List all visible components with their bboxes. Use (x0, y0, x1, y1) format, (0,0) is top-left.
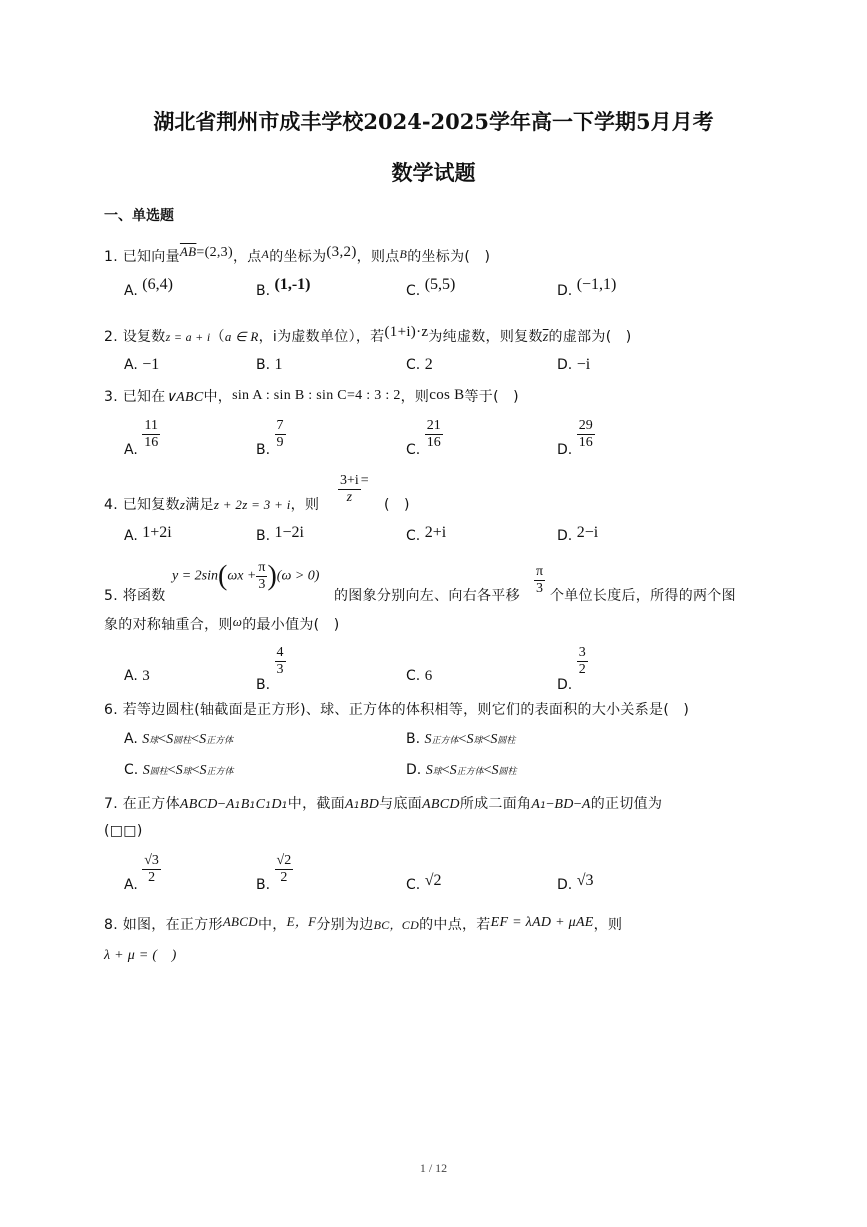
q5-text1: 5. 将函数 (104, 588, 166, 604)
q5-expr-a: y = 2sin (172, 568, 218, 584)
numerator: 21 (426, 418, 441, 433)
q4-option-b[interactable] (256, 524, 304, 545)
q7-base: ABCD (422, 797, 460, 812)
q7-section: BD (359, 797, 380, 812)
numerator: 29 (578, 418, 593, 433)
q1-mid2: 的坐标为 (269, 249, 327, 265)
q8-text2: 中， (257, 917, 287, 933)
question-2 (104, 326, 632, 346)
fraction (275, 418, 286, 451)
fraction (577, 418, 595, 451)
q7-text4: 所成二面角 (459, 796, 532, 812)
option-label: B. (256, 283, 271, 299)
q7-text3: 与底面 (379, 796, 423, 812)
option-value: 1 (274, 356, 283, 373)
q1-option-a[interactable] (124, 276, 173, 300)
q4-fraction (338, 473, 369, 506)
option-label: A. (124, 357, 138, 373)
subscript: 圆柱 (497, 736, 516, 746)
q1-tail: ，则点 (356, 249, 400, 265)
q1-coord: (3,2) (326, 244, 357, 260)
q7-angle: BD (554, 797, 574, 812)
q7-option-c[interactable] (406, 872, 442, 894)
q1-end: 的坐标为( ) (407, 249, 491, 265)
q3-text3: ，则 (400, 389, 430, 405)
q1-lead: 1. 已知向量 (104, 249, 180, 265)
q8-ef: E，F (286, 914, 317, 929)
q2-text3: ，i为虚数单位），若 (258, 329, 385, 345)
q8-square: ABCD (222, 914, 258, 929)
q6-option-d[interactable]: D. S球<S正方体<S圆柱 (406, 762, 517, 778)
q8-line2 (104, 944, 177, 964)
fraction (142, 418, 160, 451)
fraction (275, 645, 286, 678)
q3-text4: 等于( ) (464, 389, 519, 405)
q2-expr2: (1+i)·z (384, 324, 429, 340)
q5-text3: 个单位长度后，所得的两个图 (550, 588, 736, 604)
fraction (338, 473, 361, 506)
q2-option-d[interactable] (557, 356, 590, 374)
q3-text2: 中， (203, 389, 233, 405)
option-value: (5,5) (424, 276, 456, 293)
denominator: 16 (578, 435, 593, 450)
fraction (256, 560, 267, 593)
page-title: 湖北省荆州市成丰学校2024-2025学年高一下学期5月月考 (153, 109, 714, 134)
page-number: 1 / 12 (419, 1161, 448, 1175)
option-label: A. (124, 441, 138, 458)
q3-cos: cos B (429, 387, 465, 403)
q7-cube: ABCD (179, 797, 218, 812)
option-value: 1+2i (142, 524, 172, 541)
q2-text4: 为纯虚数，则复数 (428, 329, 543, 345)
question-1 (104, 246, 490, 266)
option-value: 6 (424, 668, 433, 684)
q7-line2: (□□) (104, 823, 143, 839)
option-label: D. (557, 877, 573, 893)
q8-sides: BC，CD (373, 918, 420, 932)
option-value: √3 (576, 872, 594, 889)
option-value: (6,4) (142, 276, 173, 293)
q6-option-b[interactable]: B. S正方体<S球<S圆柱 (406, 731, 516, 747)
denominator: 2 (280, 870, 288, 885)
q8-text3: 分别为边 (316, 917, 374, 933)
section-heading: 一、单选题 (104, 208, 174, 224)
q4-feq: = (360, 473, 369, 488)
q1-option-d[interactable] (557, 276, 617, 300)
denominator: 2 (148, 870, 156, 885)
subscript: 圆柱 (498, 767, 517, 777)
q4-text4: ( ) (384, 497, 410, 513)
denominator: 3 (536, 581, 544, 596)
q7-option-a[interactable] (124, 853, 161, 893)
subscript: 圆柱 (149, 767, 168, 777)
q5-option-d[interactable] (557, 645, 588, 693)
q5-text2: 的图象分别向左、向右各平移 (334, 588, 520, 604)
q5-option-a[interactable] (124, 668, 150, 685)
option-value: −i (576, 356, 591, 373)
numerator: 11 (144, 418, 158, 433)
numerator: 4 (276, 645, 284, 660)
left-paren: ( (218, 560, 228, 592)
q3-triangle: ∨ABC (165, 390, 204, 405)
option-label: B. (256, 357, 271, 373)
q5-line2 (104, 614, 340, 634)
q1-vector: $\overline{AB}$ (179, 244, 197, 259)
option-value: (1,-1) (274, 276, 311, 293)
q4-option-d[interactable] (557, 524, 599, 545)
q3-option-d[interactable] (557, 418, 595, 458)
option-label: C. (124, 762, 139, 778)
option-value: √2 (424, 872, 442, 889)
q8-text4: 的中点，若 (419, 917, 491, 933)
option-label: C. (406, 877, 421, 893)
denominator: 3 (276, 662, 284, 677)
q5-omega: ω (232, 614, 243, 629)
fraction (275, 853, 294, 886)
q4-text2: 满足 (185, 497, 214, 513)
q2-condition: a ∈ R (224, 329, 259, 344)
q6-option-a[interactable]: A. S球<S圆柱<S正方体 (124, 731, 234, 747)
option-label: B. (256, 528, 271, 544)
q5-shift (534, 564, 545, 597)
subscript: 正方体 (431, 736, 459, 746)
q4-text1: 4. 已知复数 (104, 497, 180, 513)
denominator: 9 (276, 435, 284, 450)
option-label: D. (557, 676, 573, 693)
option-label: D. (557, 528, 573, 544)
right-paren: ) (267, 560, 277, 592)
subscript: 球 (149, 736, 159, 746)
numerator: √3 (144, 853, 159, 868)
question-3 (104, 386, 519, 406)
q5-line2b: 的最小值为( ) (242, 617, 340, 633)
option-value: 2−i (576, 524, 599, 541)
q5-option-c[interactable] (406, 668, 432, 685)
numerator: 3 (578, 645, 586, 660)
page-subtitle: 数学试题 (391, 160, 476, 185)
q1-mid: ，点 (232, 249, 262, 265)
option-label: B. (256, 676, 271, 693)
fraction (577, 645, 588, 678)
q7-text2: 中，截面 (287, 796, 345, 812)
option-label: B. (256, 441, 271, 458)
option-value: (−1,1) (576, 276, 617, 293)
fraction (425, 418, 443, 451)
q5-option-b[interactable] (256, 645, 286, 693)
q8-line2-text: λ + μ = ( ) (104, 948, 177, 963)
option-label: A. (124, 876, 138, 893)
q8-expr: EF = λAD + μAE (490, 915, 594, 930)
q8-text1: 8. 如图，在正方形 (104, 917, 223, 933)
q5-expr-c: (ω > 0) (276, 568, 320, 584)
subscript: 正方体 (206, 767, 234, 777)
question-4 (104, 494, 319, 514)
q4-expr: z + 2z = 3 + i (213, 497, 291, 512)
q3-text1: 3. 已知在 (104, 389, 166, 405)
subscript: 球 (473, 736, 483, 746)
option-value: 1−2i (274, 524, 304, 541)
numerator: π (536, 564, 544, 579)
q1-eq: =(2,3) (196, 245, 233, 260)
fraction (534, 564, 545, 597)
option-value: 2+i (424, 524, 447, 541)
option-label: C. (406, 528, 421, 544)
option-value: −1 (142, 356, 160, 373)
q2-zbar: $\overline{z}$ (542, 330, 549, 345)
option-label: D. (557, 283, 573, 299)
subscript: 球 (182, 767, 192, 777)
question-6: 6. 若等边圆柱(轴截面是正方形)、球、正方体的体积相等，则它们的表面积的大小关系是( ) (104, 702, 690, 718)
subscript: 球 (432, 767, 442, 777)
q2-expr: z = a + i (165, 330, 211, 344)
denominator: 3 (258, 577, 266, 592)
option-label: B. (256, 876, 271, 893)
q5-expr-b: ωx + (227, 568, 257, 584)
subscript: 正方体 (456, 767, 484, 777)
option-label: C. (406, 441, 421, 458)
denominator: z (346, 490, 353, 505)
q3-option-c[interactable] (406, 418, 443, 458)
option-label: D. (557, 357, 573, 373)
option-label: B. (406, 731, 421, 747)
option-value: 3 (142, 668, 150, 684)
q2-option-b[interactable] (256, 356, 283, 374)
fraction (142, 853, 161, 886)
denominator: 2 (578, 662, 586, 677)
q7-text5: 的正切值为 (590, 796, 663, 812)
q6-option-c[interactable]: C. S圆柱<S球<S正方体 (124, 762, 234, 778)
q2-text1: 2. 设复数 (104, 329, 166, 345)
q3-option-b[interactable] (256, 418, 286, 458)
option-label: C. (406, 357, 421, 373)
option-label: A. (124, 731, 138, 747)
q7-option-d[interactable] (557, 872, 594, 894)
q4-z: z (179, 497, 186, 512)
q1-option-c[interactable] (406, 276, 456, 300)
q2-text2: （ (210, 329, 225, 345)
q7-text1: 7. 在正方体 (104, 796, 180, 812)
question-8 (104, 914, 622, 934)
q1-option-b[interactable] (256, 276, 311, 300)
q1-point-a: A (261, 247, 270, 261)
option-label: C. (406, 668, 421, 684)
q1-point-b: B (399, 247, 408, 261)
denominator: 16 (426, 435, 441, 450)
question-7: 7. 在正方体ABCD−A1B1C1D1中，截面A1BD与底面ABCD所成二面角A1−BD−A的正切值为 (104, 796, 663, 812)
option-value: 2 (424, 356, 433, 373)
q2-option-a[interactable] (124, 356, 159, 374)
q4-text3: ，则 (290, 497, 320, 513)
numerator: 7 (276, 418, 284, 433)
q2-option-c[interactable] (406, 356, 433, 374)
numerator: π (258, 560, 266, 575)
q5-function (172, 560, 319, 593)
q4-option-a[interactable] (124, 524, 172, 545)
q3-expr: sin A : sin B : sin C=4 : 3 : 2 (232, 388, 401, 403)
option-label: D. (557, 441, 573, 458)
q2-text5: 的虚部为( ) (548, 329, 632, 345)
option-label: A. (124, 668, 138, 684)
option-label: A. (124, 528, 138, 544)
subscript: 正方体 (206, 736, 234, 746)
numerator: √2 (276, 853, 292, 868)
option-label: D. (406, 762, 422, 778)
q7-option-b[interactable] (256, 853, 293, 893)
q3-option-a[interactable] (124, 418, 160, 458)
subscript: 圆柱 (173, 736, 192, 746)
q4-option-c[interactable] (406, 524, 447, 545)
option-label: C. (406, 283, 421, 299)
q5-line2a: 象的对称轴重合，则 (104, 617, 233, 633)
denominator: 16 (144, 435, 159, 450)
option-label: A. (124, 283, 138, 299)
q8-text5: ，则 (593, 917, 623, 933)
numerator: 3+i (340, 473, 359, 488)
